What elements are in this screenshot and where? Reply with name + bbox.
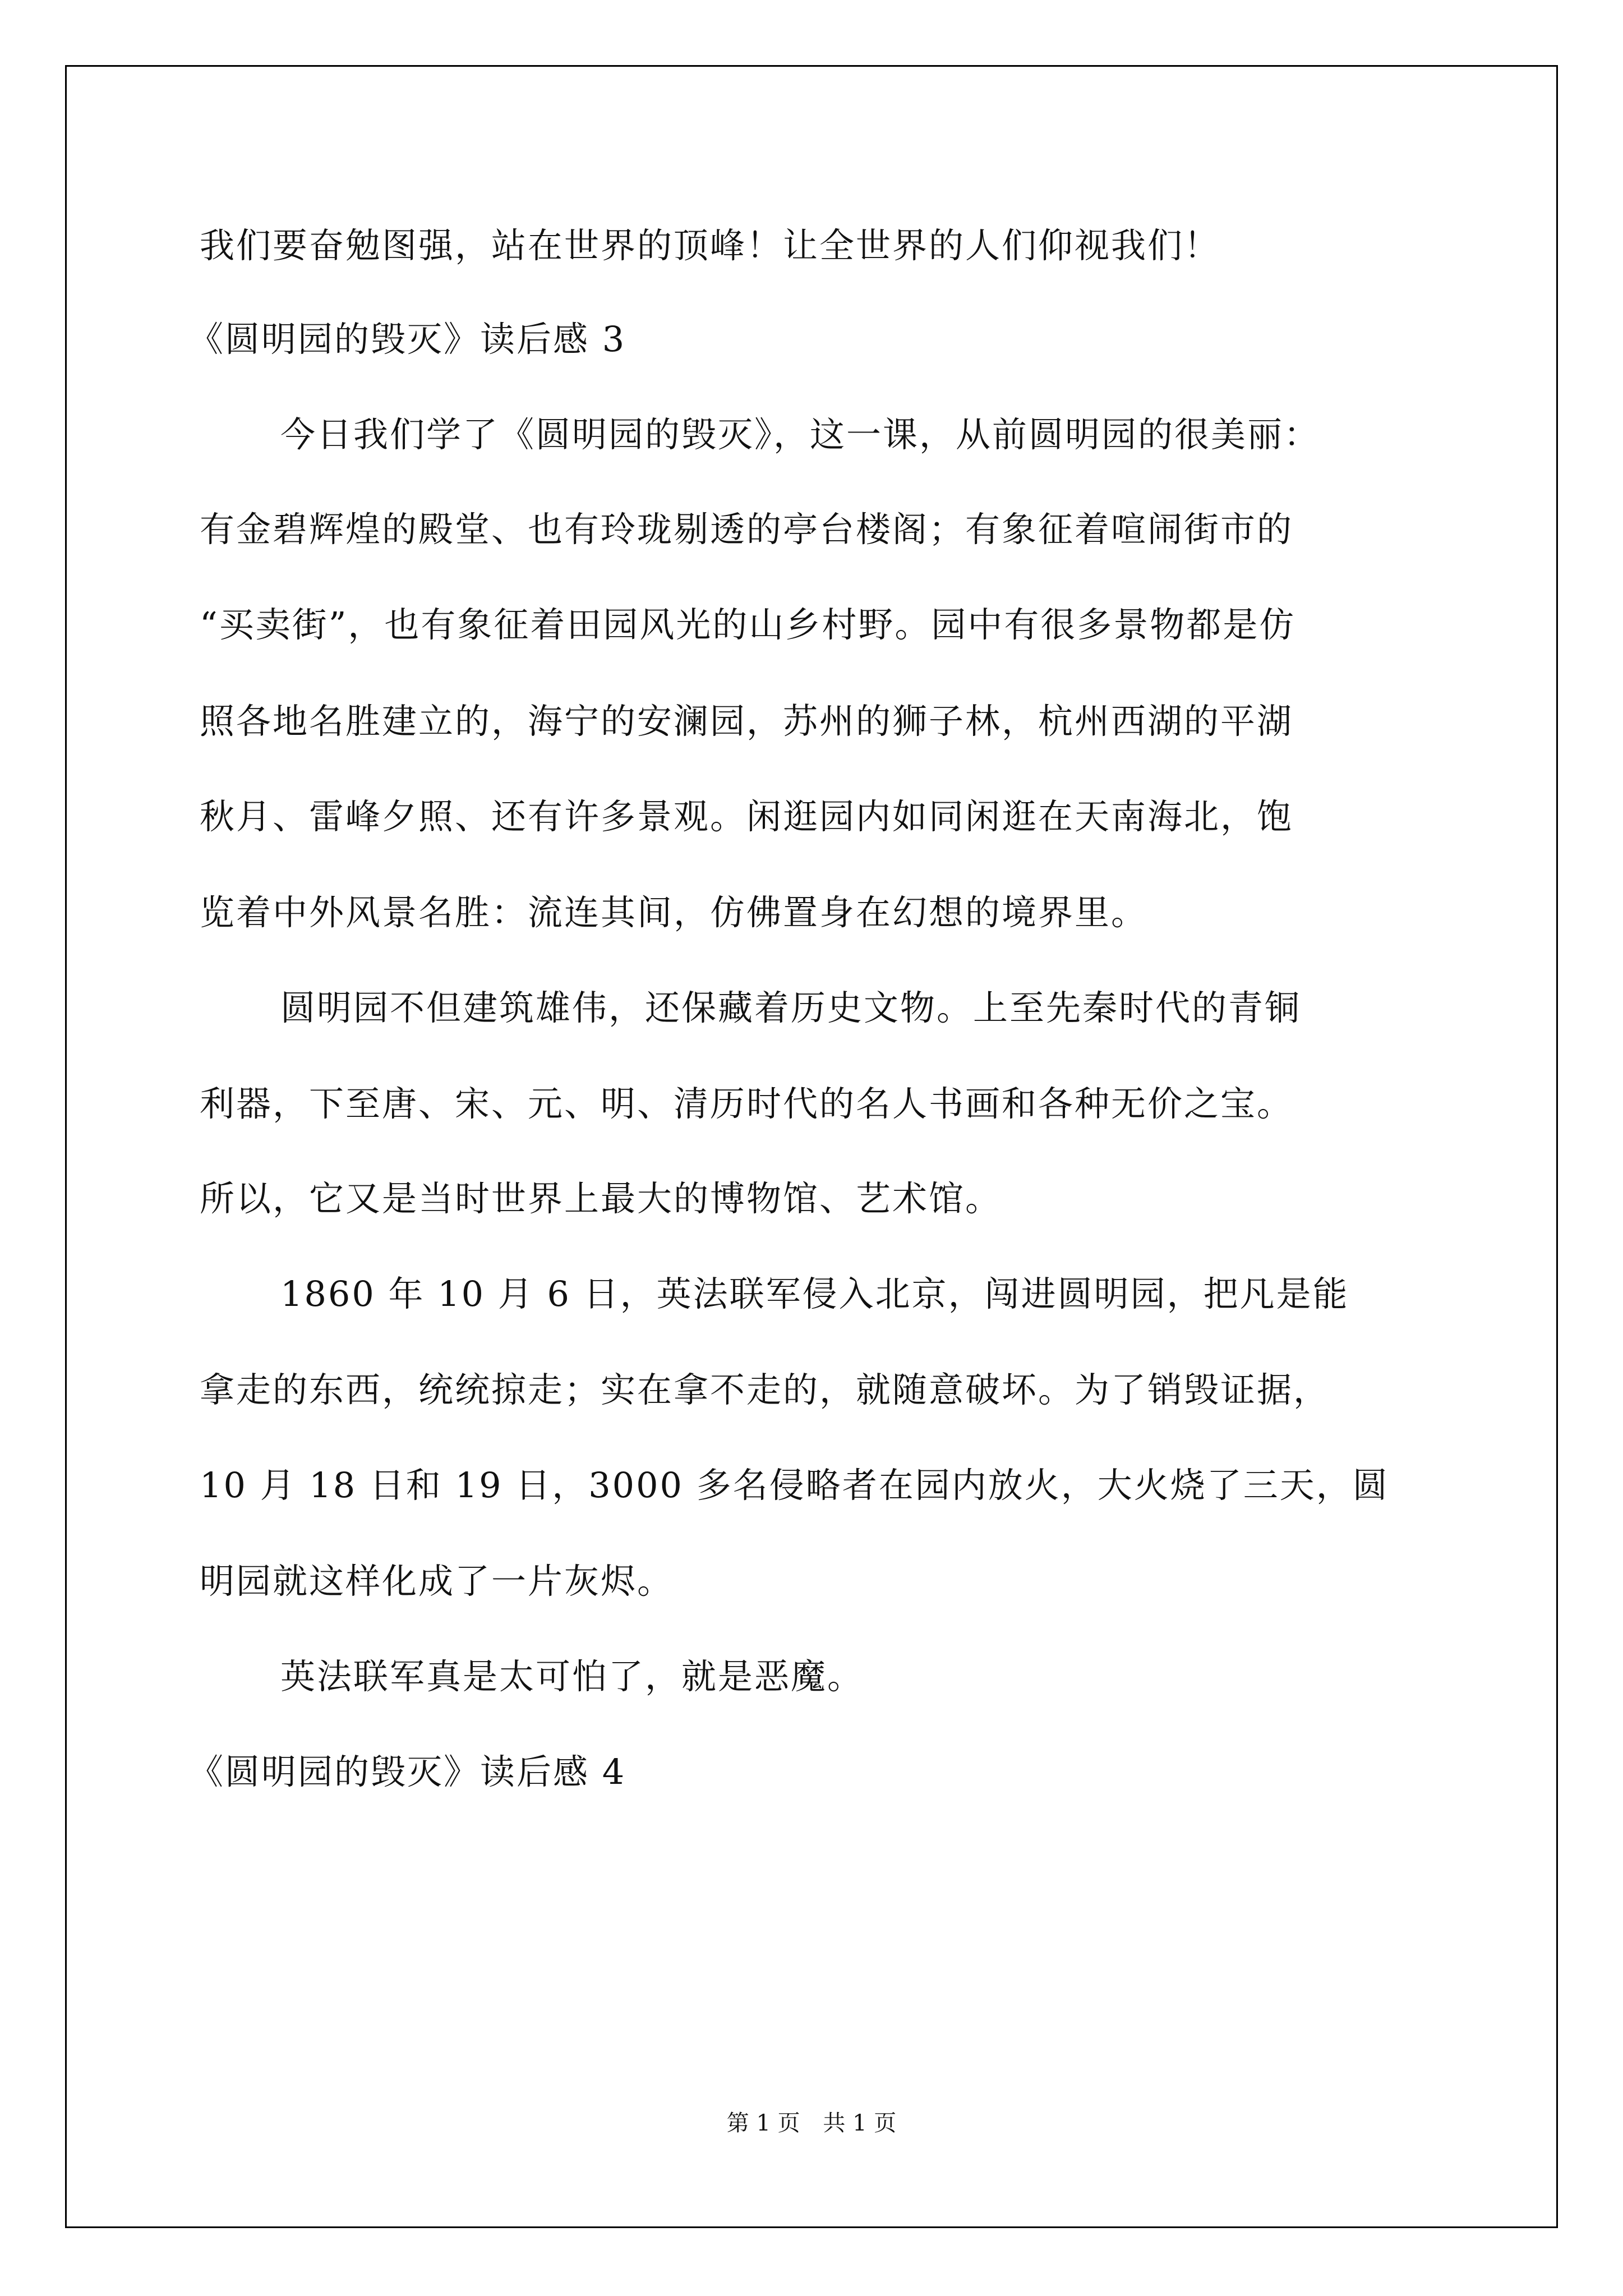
page-footer [0, 2109, 1623, 2137]
section-heading: 《圆明园的毁灭》读后感 4 [188, 1751, 626, 1792]
paragraph-line: 10 月 18 日和 19 日，3000 多名侵略者在园内放火，大火烧了三天，圆 [200, 1465, 1389, 1506]
page-border [65, 65, 1558, 2228]
paragraph-line: 圆明园不但建筑雄伟，还保藏着历史文物。上至先秦时代的青铜 [280, 987, 1302, 1028]
paragraph-line: 有金碧辉煌的殿堂、也有玲珑剔透的亭台楼阁；有象征着喧闹街市的 [200, 509, 1294, 550]
page-number: 第 1 页 [726, 2110, 800, 2136]
paragraph-line: “买卖街”，也有象征着田园风光的山乡村野。园中有很多景物都是仿 [200, 604, 1296, 645]
paragraph-line: 秋月、雷峰夕照、还有许多景观。闲逛园内如同闲逛在天南海北，饱 [200, 796, 1294, 837]
page-total: 共 1 页 [823, 2110, 897, 2136]
paragraph-line: 拿走的东西，统统掠走；实在拿不走的，就随意破坏。为了销毁证据， [200, 1369, 1330, 1410]
paragraph-line: 览着中外风景名胜：流连其间，仿佛置身在幻想的境界里。 [200, 892, 1148, 933]
paragraph-line: 今日我们学了《圆明园的毁灭》，这一课，从前圆明园的很美丽： [280, 414, 1321, 455]
paragraph-line: 明园就这样化成了一片灰烬。 [200, 1561, 674, 1602]
paragraph-line: 照各地名胜建立的，海宁的安澜园，苏州的狮子林，杭州西湖的平湖 [200, 701, 1294, 742]
paragraph-line: 英法联军真是太可怕了，就是恶魔。 [280, 1656, 864, 1697]
paragraph-line: 利器，下至唐、宋、元、明、清历时代的名人书画和各种无价之宝。 [200, 1083, 1294, 1124]
paragraph-line: 我们要奋勉图强，站在世界的顶峰！让全世界的人们仰视我们！ [200, 225, 1221, 266]
section-heading: 《圆明园的毁灭》读后感 3 [188, 319, 626, 360]
paragraph-line: 1860 年 10 月 6 日，英法联军侵入北京，闯进圆明园，把凡是能 [280, 1273, 1349, 1314]
paragraph-line: 所以，它又是当时世界上最大的博物馆、艺术馆。 [200, 1178, 1002, 1219]
